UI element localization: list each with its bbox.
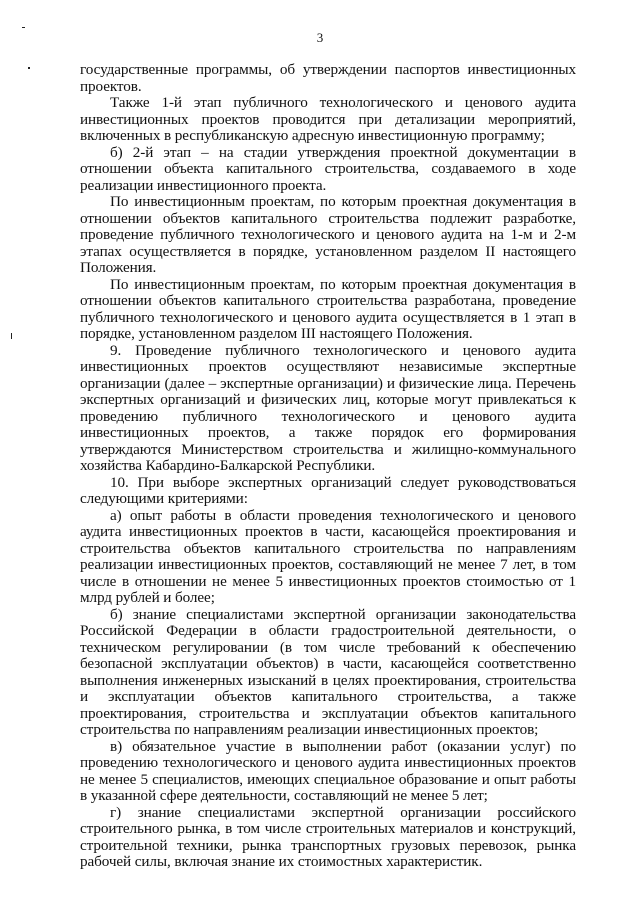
paragraph: Также 1-й этап публичного технологического и ценового аудита инвестиционных проектов проводится при детализации мероприятий, включенных в республиканскую адресную инвестиционную программу; [80,94,576,144]
paragraph: а) опыт работы в области проведения технологического и ценового аудита инвестиционных проектов в части, касающейся проектирования и строительства объектов капитального строительства по направлениям реализации инвестиционных проектов, составляющий не менее 7 лет, в том числе в отношении не менее 5 инвестиционных проектов стоимостью от 1 млрд рублей и более; [80,506,576,606]
paragraph: г) знание специалистами экспертной организации российского строительного рынка, в том числе строительных материалов и конструкций, строительной техники, рынка транспортных грузовых перевозок, рынка рабочей силы, включая знание их стоимостных характеристик. [80,803,576,870]
scan-mark [28,67,30,69]
paragraph: По инвестиционным проектам, по которым проектная документация в отношении объектов капитального строительства подлежит разработке, проведение публичного технологического и ценового аудита на 1-м и 2-м этапах осуществляется в порядке, установленном разделом II настоящего Положения. [80,193,576,276]
paragraph: 10. При выборе экспертных организаций следует руководствоваться следующими критериями: [80,473,576,507]
paragraph: 9. Проведение публичного технологического и ценового аудита инвестиционных проектов осуществляют независимые экспертные организации (далее – экспертные организации) и физические лица. Перечень экспертных организаций и физических лиц, которые могут привлекаться к проведению публичного технологического и ценового аудита инвестиционных проектов, а также порядок его формирования утверждаются Министерством строительства и жилищно-коммунального хозяйства Кабардино-Балкарской Республики. [80,341,576,474]
paragraph: б) знание специалистами экспертной организации законодательства Российской Федерации в области градостроительной деятельности, о техническом регулировании (в том числе требований к обеспечению безопасной эксплуатации объектов) в части, касающейся соответственно выполнения инженерных изысканий в целях проектирования, строительства и эксплуатации объектов капитального строительства, а также проектирования, строительства и эксплуатации объектов капитального строительства по направлениям реализации инвестиционных проектов; [80,605,576,738]
scan-mark [11,333,12,339]
page-number: 3 [316,30,324,45]
paragraph: б) 2-й этап – на стадии утверждения проектной документации в отношении объекта капитального строительства, создаваемого в ходе реализации инвестиционного проекта. [80,143,576,194]
scan-mark [22,27,25,28]
document-body [80,62,576,871]
paragraph: в) обязательное участие в выполнении работ (оказании услуг) по проведению технологического и ценового аудита инвестиционных проектов не менее 5 специалистов, имеющих специальное образование и опыт работы в указанной сфере деятельности, составляющий не менее 5 лет; [80,737,576,804]
paragraph: государственные программы, об утверждении паспортов инвестиционных проектов. [80,61,576,95]
paragraph: По инвестиционным проектам, по которым проектная документация в отношении объектов капитального строительства разработана, проведение публичного технологического и ценового аудита осуществляется в 1 этап в порядке, установленном разделом III настоящего Положения. [80,275,576,342]
